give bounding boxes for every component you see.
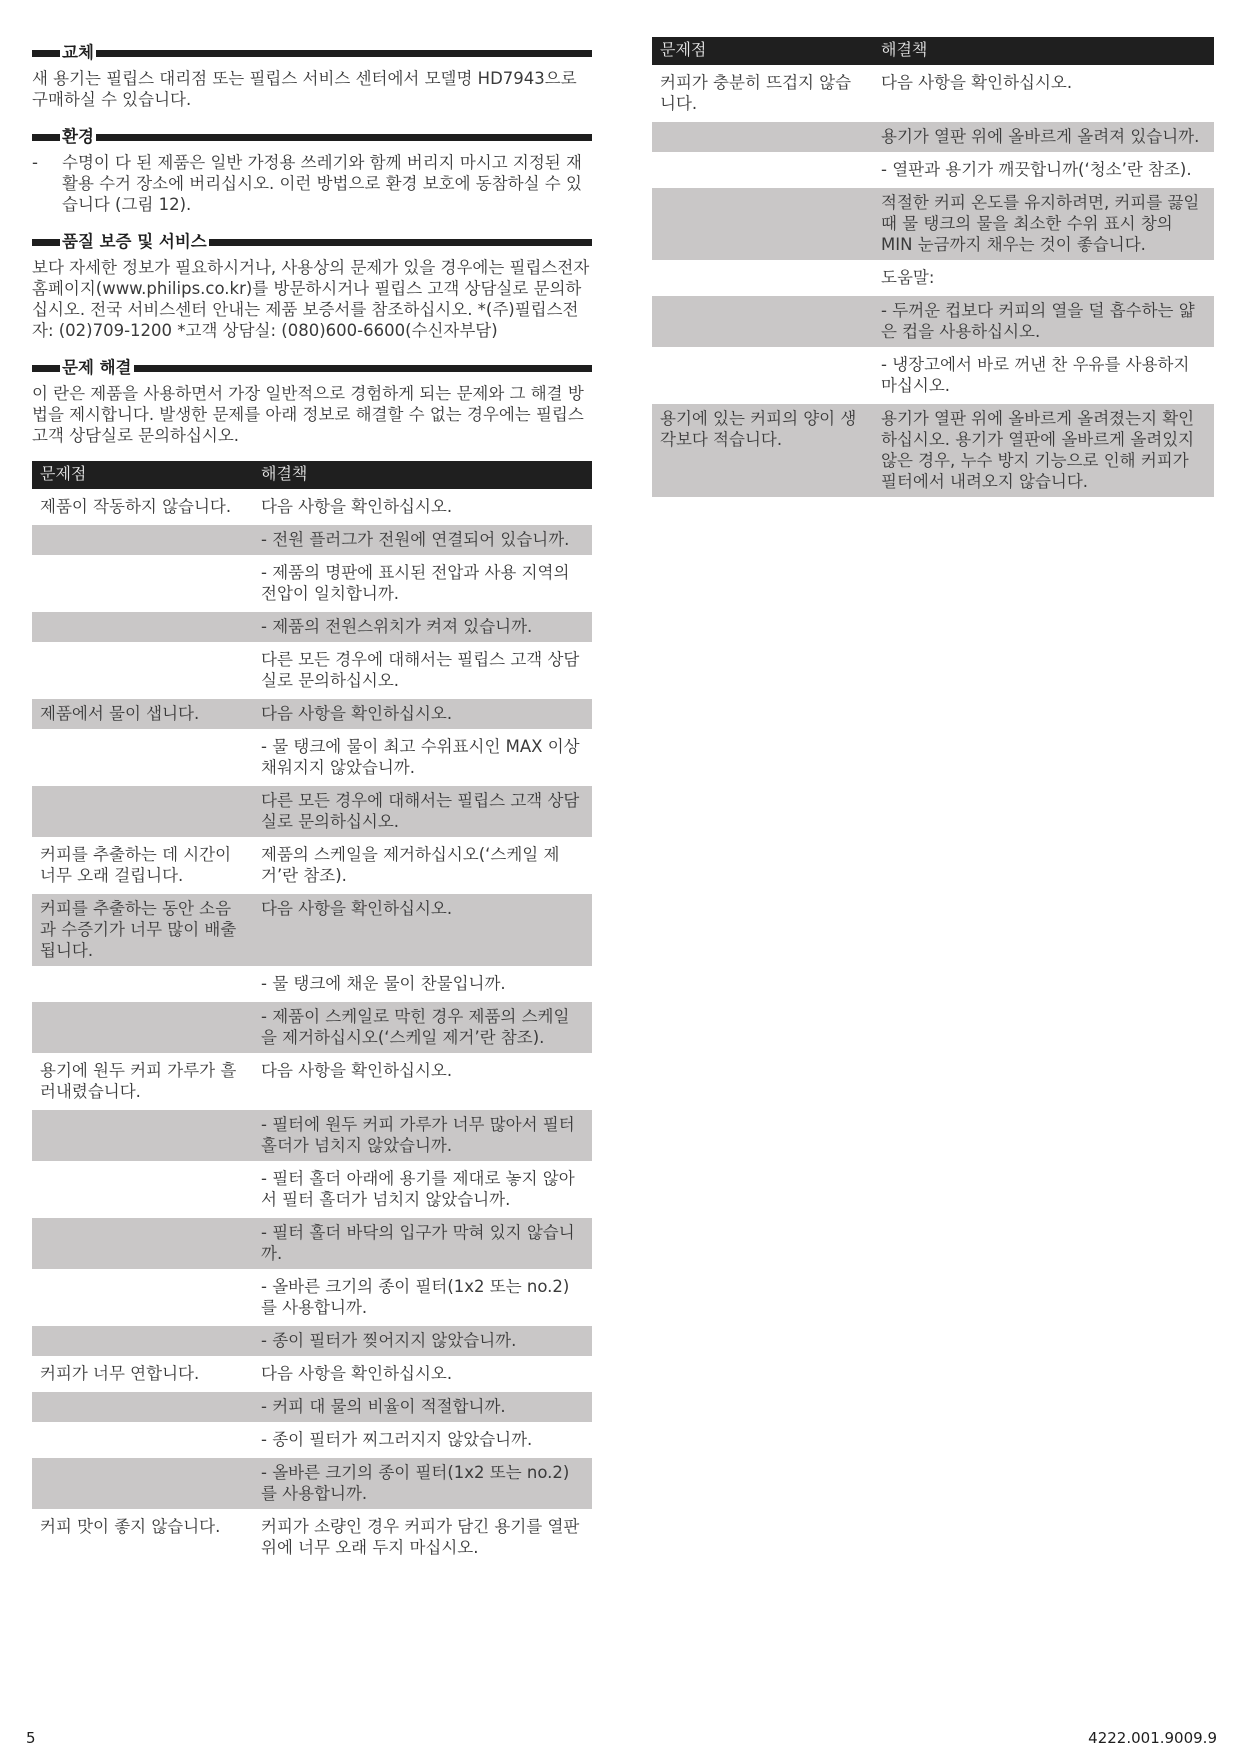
solution-cell: 용기가 열판 위에 올바르게 올려졌는지 확인하십시오. 용기가 열판에 올바르게 올려있지 않은 경우, 누수 방지 기능으로 인해 커피가 필터에서 내려오지 않습니다. bbox=[873, 404, 1214, 497]
table-row bbox=[652, 404, 1214, 497]
problem-cell bbox=[32, 1326, 253, 1356]
table-row bbox=[652, 188, 1214, 260]
header-solution: 해결책 bbox=[253, 461, 592, 489]
solution-cell: 커피가 소량인 경우 커피가 담긴 용기를 열판 위에 너무 오래 두지 마십시오. bbox=[261, 1517, 580, 1557]
table-row bbox=[32, 840, 592, 891]
table-row bbox=[32, 1002, 592, 1053]
problem-cell bbox=[652, 155, 873, 185]
environment-bullet bbox=[32, 152, 592, 215]
solution-cell: - 제품의 전원스위치가 켜져 있습니까. bbox=[253, 612, 592, 642]
table-row bbox=[32, 1392, 592, 1422]
table-header-row bbox=[32, 461, 592, 489]
heading-bar bbox=[32, 239, 60, 246]
table-row bbox=[652, 68, 1214, 119]
table-row bbox=[32, 645, 592, 696]
solution-cell: - 물 탱크에 물이 최고 수위표시인 MAX 이상 채워지지 않았습니까. bbox=[261, 737, 580, 777]
heading-bar bbox=[32, 50, 60, 57]
solution-cell: 다음 사항을 확인하십시오. bbox=[253, 894, 592, 966]
replacement-text: 새 용기는 필립스 대리점 또는 필립스 서비스 센터에서 모델명 HD7943으로 구매하실 수 있습니다. bbox=[32, 69, 577, 109]
problem-cell bbox=[32, 612, 253, 642]
problem-cell: 제품에서 물이 샙니다. bbox=[32, 699, 253, 729]
problem-cell: 제품이 작동하지 않습니다. bbox=[40, 497, 232, 516]
solution-cell: 다음 사항을 확인하십시오. bbox=[261, 1061, 453, 1080]
problem-cell bbox=[652, 122, 873, 152]
table-row bbox=[32, 1218, 592, 1269]
table-header-row bbox=[652, 37, 1214, 65]
section-heading-warranty bbox=[32, 227, 592, 253]
environment-text: 수명이 다 된 제품은 일반 가정용 쓰레기와 함께 버리지 마시고 지정된 재활용 수거 장소에 버리십시오. 이런 방법으로 환경 보호에 동참하실 수 있습니다 (그림 12). bbox=[62, 153, 582, 214]
table-row bbox=[32, 1164, 592, 1215]
problem-cell bbox=[32, 1272, 253, 1323]
problem-cell: 커피가 너무 연합니다. bbox=[40, 1364, 200, 1383]
table-row bbox=[32, 1359, 592, 1389]
table-row bbox=[652, 263, 1214, 293]
solution-cell: - 올바른 크기의 종이 필터(1x2 또는 no.2)를 사용합니까. bbox=[253, 1458, 592, 1509]
table-row bbox=[652, 350, 1214, 401]
solution-cell: - 제품이 스케일로 막힌 경우 제품의 스케일을 제거하십시오(‘스케일 제거’란 참조). bbox=[253, 1002, 592, 1053]
solution-cell: - 종이 필터가 찌그러지지 않았습니까. bbox=[261, 1430, 533, 1449]
solution-cell: - 필터에 원두 커피 가루가 너무 많아서 필터 홀더가 넘치지 않았습니까. bbox=[253, 1110, 592, 1161]
solution-cell: 다음 사항을 확인하십시오. bbox=[253, 699, 592, 729]
heading-rule bbox=[96, 134, 592, 141]
heading-rule bbox=[96, 50, 592, 57]
problem-cell bbox=[32, 558, 253, 609]
table-row bbox=[32, 558, 592, 609]
problem-cell bbox=[32, 645, 253, 696]
table-row bbox=[32, 894, 592, 966]
solution-cell: 다음 사항을 확인하십시오. bbox=[261, 497, 453, 516]
table-row bbox=[32, 699, 592, 729]
table-row bbox=[32, 492, 592, 522]
troubleshooting-text: 이 란은 제품을 사용하면서 가장 일반적으로 경험하게 되는 문제와 그 해결 방법을 제시합니다. 발생한 문제를 아래 정보로 해결할 수 없는 경우에는 필립스 고객 상담실로 문의하십시오. bbox=[32, 384, 584, 445]
heading-rule bbox=[209, 239, 592, 246]
header-problem: 문제점 bbox=[652, 37, 873, 65]
problem-cell bbox=[32, 1164, 253, 1215]
solution-cell: 제품의 스케일을 제거하십시오(‘스케일 제거’란 참조). bbox=[261, 845, 560, 885]
table-row bbox=[32, 1056, 592, 1107]
heading-title: 교체 bbox=[62, 43, 94, 62]
problem-cell: 용기에 있는 커피의 양이 생각보다 적습니다. bbox=[652, 404, 873, 497]
heading-rule bbox=[134, 365, 592, 372]
heading-title: 문제 해결 bbox=[62, 358, 132, 377]
solution-cell: 도움말: bbox=[881, 268, 935, 287]
solution-cell: - 물 탱크에 채운 물이 찬물입니까. bbox=[261, 974, 506, 993]
solution-cell: - 전원 플러그가 전원에 연결되어 있습니까. bbox=[253, 525, 592, 555]
table-row bbox=[32, 1110, 592, 1161]
solution-cell: 다음 사항을 확인하십시오. bbox=[261, 1364, 453, 1383]
section-heading-environment bbox=[32, 122, 592, 148]
table-row bbox=[652, 155, 1214, 185]
table-row bbox=[32, 612, 592, 642]
problem-cell bbox=[32, 1392, 253, 1422]
page-number: 5 bbox=[26, 1729, 36, 1747]
problem-cell bbox=[32, 525, 253, 555]
problem-cell bbox=[32, 969, 253, 999]
troubleshooting-table-left bbox=[32, 458, 592, 1566]
problem-cell bbox=[32, 1458, 253, 1509]
problem-cell: 커피를 추출하는 동안 소음과 수증기가 너무 많이 배출됩니다. bbox=[32, 894, 253, 966]
table-row bbox=[32, 732, 592, 783]
solution-cell: - 냉장고에서 바로 꺼낸 찬 우유를 사용하지 마십시오. bbox=[881, 355, 1190, 395]
solution-cell: 다음 사항을 확인하십시오. bbox=[881, 73, 1073, 92]
solution-cell: - 제품의 명판에 표시된 전압과 사용 지역의 전압이 일치합니까. bbox=[261, 563, 570, 603]
troubleshooting-table-right bbox=[652, 34, 1214, 500]
problem-cell: 커피를 추출하는 데 시간이 너무 오래 걸립니다. bbox=[40, 845, 232, 885]
table-row bbox=[32, 786, 592, 837]
table-row bbox=[652, 296, 1214, 347]
solution-cell: - 열판과 용기가 깨끗합니까(‘청소’란 참조). bbox=[881, 160, 1192, 179]
heading-bar bbox=[32, 365, 60, 372]
table-body-right bbox=[652, 68, 1214, 497]
table-row bbox=[32, 1512, 592, 1563]
solution-cell: - 올바른 크기의 종이 필터(1x2 또는 no.2)를 사용합니까. bbox=[261, 1277, 570, 1317]
solution-cell: 적절한 커피 온도를 유지하려면, 커피를 끓일 때 물 탱크의 물을 최소한 수위 표시 창의 MIN 눈금까지 채우는 것이 좋습니다. bbox=[873, 188, 1214, 260]
header-solution: 해결책 bbox=[873, 37, 1214, 65]
solution-cell: 용기가 열판 위에 올바르게 올려져 있습니까. bbox=[873, 122, 1214, 152]
heading-title: 환경 bbox=[62, 127, 94, 146]
table-row bbox=[32, 1425, 592, 1455]
document-code: 4222.001.9009.9 bbox=[1088, 1729, 1217, 1747]
problem-cell bbox=[32, 786, 253, 837]
problem-cell bbox=[652, 263, 873, 293]
heading-bar bbox=[32, 134, 60, 141]
table-row bbox=[32, 1272, 592, 1323]
table-row bbox=[32, 1326, 592, 1356]
table-row bbox=[32, 525, 592, 555]
bullet-dash: - bbox=[32, 153, 38, 172]
solution-cell: - 두꺼운 컵보다 커피의 열을 덜 흡수하는 얇은 컵을 사용하십시오. bbox=[873, 296, 1214, 347]
solution-cell: - 종이 필터가 찢어지지 않았습니까. bbox=[253, 1326, 592, 1356]
problem-cell: 용기에 원두 커피 가루가 흘러내렸습니다. bbox=[40, 1061, 237, 1101]
problem-cell bbox=[32, 732, 253, 783]
table-row bbox=[652, 122, 1214, 152]
section-heading-replacement bbox=[32, 38, 592, 64]
problem-cell: 커피가 충분히 뜨겁지 않습니다. bbox=[660, 73, 852, 113]
problem-cell bbox=[652, 296, 873, 347]
header-problem: 문제점 bbox=[32, 461, 253, 489]
problem-cell bbox=[32, 1425, 253, 1455]
problem-cell bbox=[652, 188, 873, 260]
solution-cell: 다른 모든 경우에 대해서는 필립스 고객 상담실로 문의하십시오. bbox=[261, 650, 580, 690]
table-row bbox=[32, 1458, 592, 1509]
left-column bbox=[32, 38, 592, 1566]
solution-cell: - 커피 대 물의 비율이 적절합니까. bbox=[253, 1392, 592, 1422]
solution-cell: - 필터 홀더 아래에 용기를 제대로 놓지 않아서 필터 홀더가 넘치지 않았습니까. bbox=[261, 1169, 575, 1209]
problem-cell bbox=[32, 1218, 253, 1269]
table-row bbox=[32, 969, 592, 999]
warranty-text: 보다 자세한 정보가 필요하시거나, 사용상의 문제가 있을 경우에는 필립스전자 홈페이지(www.philips.co.kr)를 방문하시거나 필립스 고객 상담실로 문의하십시오. 전국 서비스센터 안내는 제품 보증서를 참조하십시오. *(주)필립스전자: (02)709-1200 *고객 상담실: (080)600-6600(수신자부담) bbox=[32, 258, 590, 340]
section-heading-troubleshooting bbox=[32, 353, 592, 379]
problem-cell bbox=[652, 350, 873, 401]
problem-cell: 커피 맛이 좋지 않습니다. bbox=[40, 1517, 221, 1536]
right-column bbox=[652, 32, 1214, 500]
solution-cell: - 필터 홀더 바닥의 입구가 막혀 있지 않습니까. bbox=[253, 1218, 592, 1269]
table-body-left bbox=[32, 492, 592, 1563]
problem-cell bbox=[32, 1110, 253, 1161]
problem-cell bbox=[32, 1002, 253, 1053]
solution-cell: 다른 모든 경우에 대해서는 필립스 고객 상담실로 문의하십시오. bbox=[253, 786, 592, 837]
heading-title: 품질 보증 및 서비스 bbox=[62, 232, 207, 251]
